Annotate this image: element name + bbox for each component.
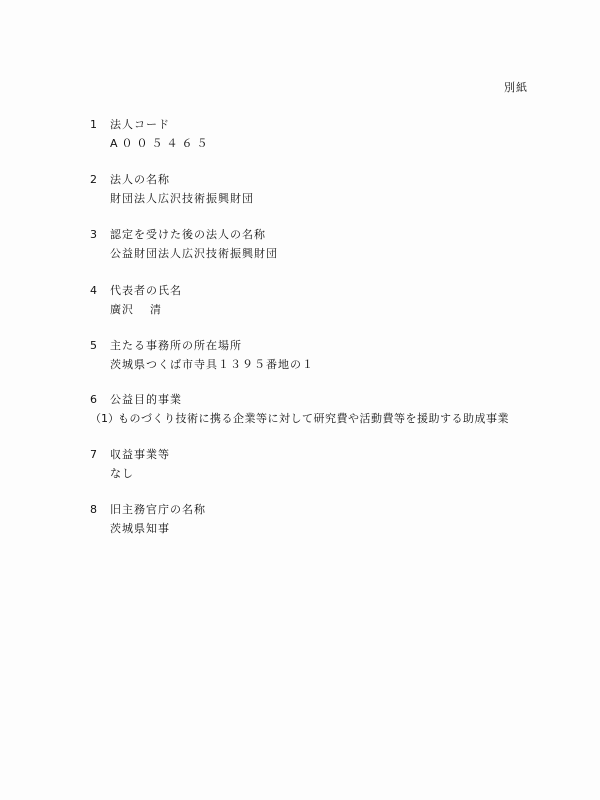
- public-interest-project: [90, 411, 509, 427]
- section-heading: [90, 502, 570, 518]
- section-title: 収益事業等: [110, 448, 170, 461]
- section-representative: [90, 283, 570, 318]
- representative-given-name: 清: [150, 303, 162, 316]
- profit-business-value: なし: [110, 467, 134, 480]
- section-number: 7: [90, 448, 97, 461]
- representative-name-value: [110, 302, 570, 318]
- section-heading: [90, 392, 570, 408]
- new-corporate-name-value: 公益財団法人広沢技術振興財団: [110, 247, 278, 260]
- section-title: 公益目的事業: [110, 393, 182, 406]
- representative-family-name: 廣沢: [110, 303, 134, 316]
- section-heading: [90, 338, 570, 354]
- section-corporate-name: [90, 172, 570, 207]
- section-number: 2: [90, 173, 97, 186]
- section-title: 認定を受けた後の法人の名称: [110, 228, 266, 241]
- project-description: ものづくり技術に携る企業等に対して研究費や活動費等を援助する助成事業: [118, 412, 509, 425]
- section-public-interest-business: [90, 392, 570, 408]
- section-number: 5: [90, 339, 97, 352]
- section-office-location: [90, 338, 570, 373]
- section-title: 法人の名称: [110, 173, 170, 186]
- section-heading: [90, 283, 570, 299]
- section-number: 8: [90, 503, 97, 516]
- section-heading: [90, 117, 570, 133]
- section-title: 法人コード: [110, 118, 170, 131]
- section-profit-business: [90, 447, 570, 482]
- section-title: 旧主務官庁の名称: [110, 503, 206, 516]
- section-former-authority: [90, 502, 570, 537]
- section-corporate-code: [90, 117, 570, 152]
- section-new-corporate-name: [90, 227, 570, 262]
- section-title: 代表者の氏名: [110, 284, 182, 297]
- section-number: 1: [90, 118, 97, 131]
- section-heading: [90, 172, 570, 188]
- former-authority-value: 茨城県知事: [110, 522, 170, 535]
- project-number: （1）: [90, 412, 119, 425]
- section-heading: [90, 227, 570, 243]
- corporate-code-value: A００５４６５: [110, 137, 212, 150]
- corporate-name-value: 財団法人広沢技術振興財団: [110, 192, 254, 205]
- attachment-label: 別紙: [504, 81, 528, 94]
- section-number: 6: [90, 393, 97, 406]
- office-location-value: 茨城県つくば市寺具１３９５番地の１: [110, 358, 314, 371]
- section-title: 主たる事務所の所在場所: [110, 339, 242, 352]
- section-number: 3: [90, 228, 97, 241]
- section-heading: [90, 447, 570, 463]
- section-number: 4: [90, 284, 97, 297]
